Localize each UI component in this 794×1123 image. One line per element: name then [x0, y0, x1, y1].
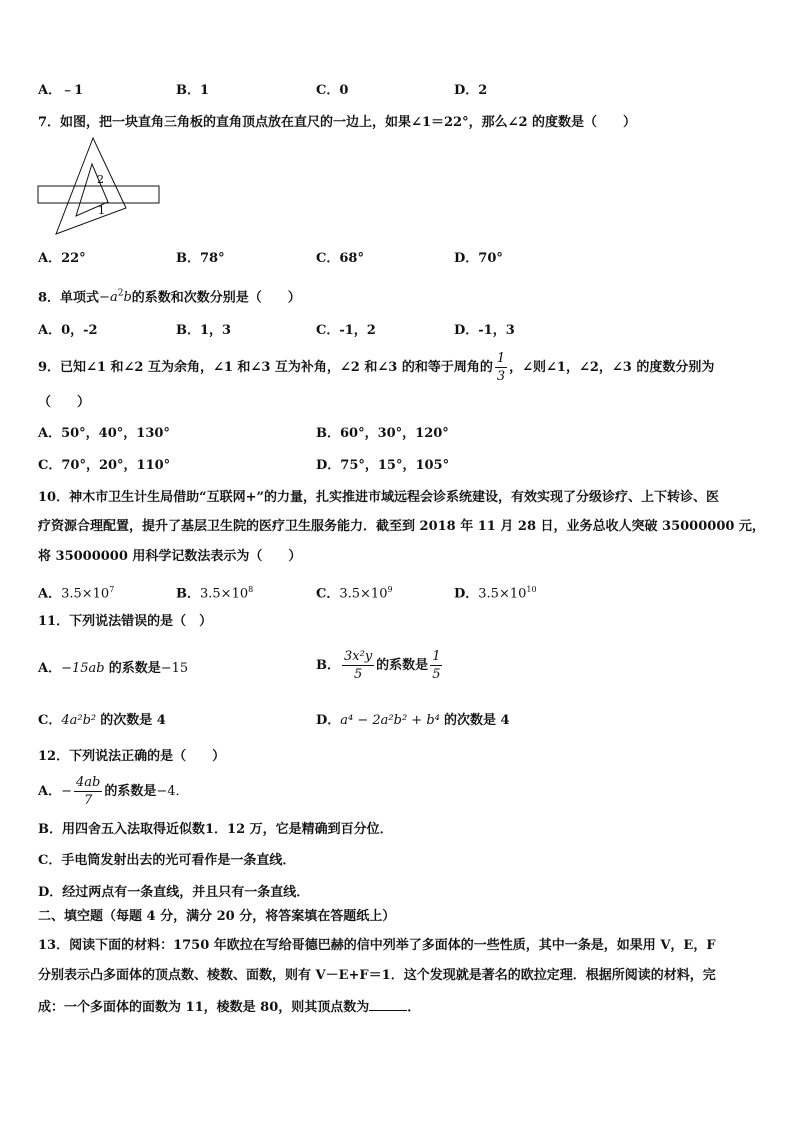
q11-b-value: $\frac{1}{5}$: [432, 649, 441, 682]
q6-option-d: D．2: [454, 83, 488, 98]
q11-question: 11．下列说法错误的是（ ）: [38, 614, 213, 629]
q8-text-pre: 8．单项式: [38, 290, 100, 306]
q10-option-b: B．$3.5\times 10^8$: [176, 585, 254, 602]
q12-option-d: D．经过两点有一条直线，并且只有一条直线．: [38, 885, 310, 900]
ruler-triangle-figure: [36, 136, 166, 240]
q8-option-c: C．-1，2: [316, 323, 376, 338]
q11-option-c: C．4a²b² 的次数是 4: [38, 713, 166, 728]
q9-fraction: $\frac{1}{3}$: [496, 351, 506, 384]
q8-text-post: 的系数和次数分别是（ ）: [131, 290, 301, 306]
q9-question: [38, 350, 714, 385]
q12-option-a: A．− $\frac{4ab}{7}$ 的系数是−4．: [38, 775, 189, 808]
q7-option-c: C．68°: [316, 251, 364, 266]
q12-option-b: B．用四舍五入法取得近似数1．12 万，它是精确到百分位．: [38, 822, 393, 837]
q8-option-a: A．0，-2: [38, 323, 98, 338]
q12-question: 12．下列说法正确的是（ ）: [38, 749, 226, 764]
q9-text-pre: 9．已知∠1 和∠2 互为余角，∠1 和∠3 互为补角，∠2 和∠3 的和等于周角的: [38, 360, 493, 375]
q9-option-c: C．70°，20°，110°: [38, 458, 171, 473]
q11-option-a: A．−15ab 的系数是−15: [38, 661, 189, 676]
q7-option-d: D．70°: [454, 251, 503, 266]
answer-blank[interactable]: [369, 998, 407, 1011]
q10-line3: 将 35000000 用科学记数法表示为（ ）: [38, 549, 302, 564]
q7-option-b: B．78°: [176, 251, 225, 266]
ruler-shape: [38, 186, 159, 203]
q10-option-c: C．$3.5\times 10^9$: [316, 585, 393, 602]
q13-line1: 13．阅读下面的材料：1750 年欧拉在写给哥德巴赫的信中列举了多面体的一些性质，其中一条是，如果用 V，E，F: [38, 938, 716, 953]
angle-2-label: 2: [97, 173, 104, 186]
q9-paren: （ ）: [38, 395, 91, 410]
q7-option-a: A．22°: [38, 251, 86, 266]
q11-b-fraction: $\frac{\text{3x²y}}{5}$: [344, 649, 373, 682]
q6-option-c: C．0: [316, 83, 349, 98]
q12-option-c: C．手电筒发射出去的光可看作是一条直线．: [38, 853, 296, 868]
q10-option-a: A．$3.5\times 10^7$: [38, 585, 115, 602]
q8-option-d: D．-1，3: [454, 323, 515, 338]
q9-option-d: D．75°，15°，105°: [316, 458, 450, 473]
q11-option-d: D．a⁴ − 2a²b² + b⁴ 的次数是 4: [316, 713, 510, 728]
section-heading-fill-in: 二、填空题（每题 4 分，满分 20 分，将答案填在答题纸上）: [38, 909, 396, 924]
q7-question: 7．如图，把一块直角三角板的直角顶点放在直尺的一边上，如果∠1＝22°，那么∠2 的度数是（ ）: [38, 115, 637, 130]
q8-option-b: B．1，3: [176, 323, 232, 338]
q9-option-b: B．60°，30°，120°: [316, 426, 449, 441]
q6-option-b: B．1: [176, 83, 210, 98]
q11-option-b: B． $\frac{\text{3x²y}}{5}$ 的系数是 $\frac{1}{5}$: [316, 649, 441, 682]
angle-1-label: 1: [98, 204, 105, 217]
q8-monomial: $-a^2b$: [99, 289, 132, 306]
q9-option-a: A．50°，40°，130°: [38, 426, 170, 441]
q10-option-d: D．$3.5\times 10^{10}$: [454, 585, 537, 602]
q12-a-fraction: $\frac{4ab}{7}$: [76, 775, 101, 808]
q8-question: [38, 285, 301, 307]
q9-text-post: ，∠则∠1，∠2，∠3 的度数分别为: [509, 360, 715, 375]
q13-line3: 成：一个多面体的面数为 11，棱数是 80，则其顶点数为 ．: [38, 1000, 421, 1015]
q10-line1: 10．神木市卫生计生局借助“互联网+”的力量，扎实推进市域远程会诊系统建设，有效实现了分级诊疗、上下转诊、医: [38, 490, 719, 505]
q13-line2: 分别表示凸多面体的顶点数、棱数、面数，则有 V－E+F＝1．这个发现就是著名的欧拉定理．根据所阅读的材料，完: [38, 968, 716, 983]
q6-option-a: A．﹣1: [38, 83, 84, 98]
q10-line2: 疗资源合理配置，提升了基层卫生院的医疗卫生服务能力．截至到 2018 年 11 月 28 日，业务总收人突破 35000000 元，: [38, 519, 765, 534]
